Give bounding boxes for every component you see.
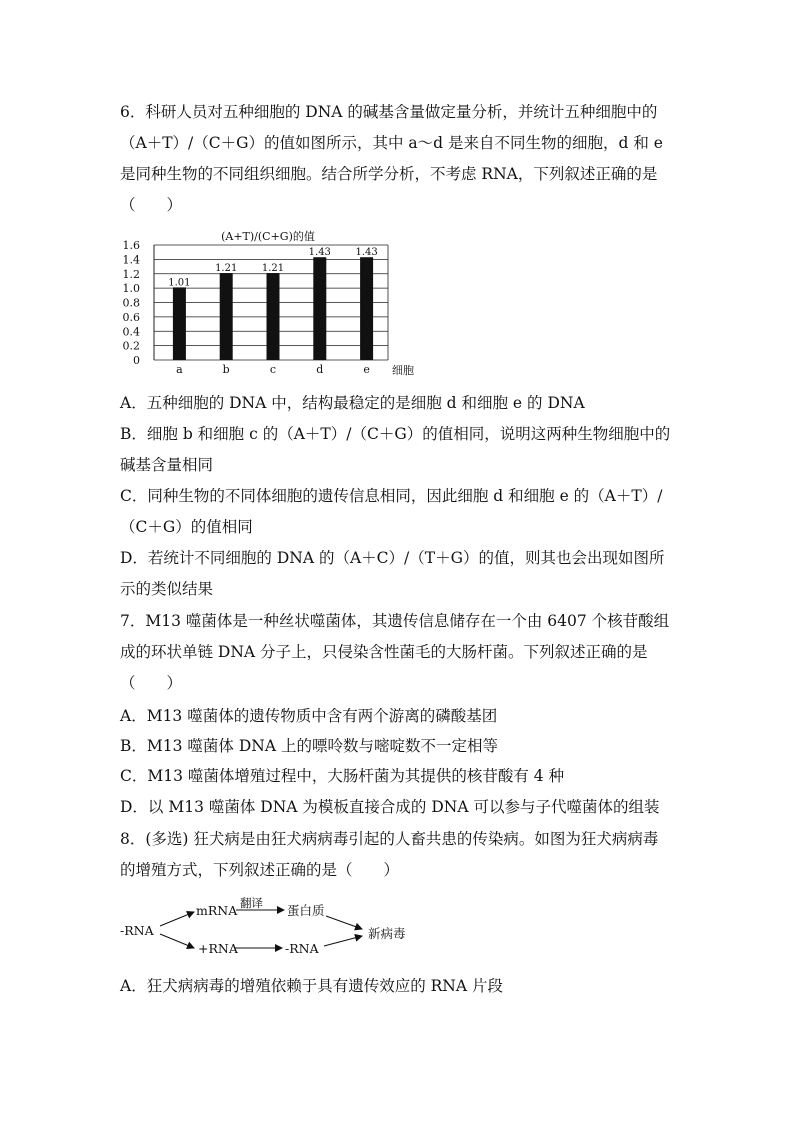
q6-option-d-line-2: 示的类似结果 xyxy=(120,580,214,598)
y-tick-label: 1.2 xyxy=(122,267,140,281)
data-label-d: 1.43 xyxy=(308,247,331,259)
chart-title: (A+T)/(C+G)的值 xyxy=(221,230,315,243)
y-tick-label: 0.2 xyxy=(122,339,140,353)
q6-option-d-line-1: D．若统计不同细胞的 DNA 的（A＋C）/（T＋G）的值，则其也会出现如图所 xyxy=(120,549,665,567)
q8-stem-line-2: 的增殖方式，下列叙述正确的是（ ） xyxy=(120,861,400,879)
x-tick-label-c: c xyxy=(269,363,277,376)
y-tick-label: 1.6 xyxy=(122,239,140,252)
arrow-protein-to-virus xyxy=(326,916,362,929)
diagram-plus-rna: +RNA xyxy=(198,941,238,956)
chart-x-ticks xyxy=(176,363,370,376)
bar-d xyxy=(313,257,326,360)
chart-x-axis-label: 细胞 xyxy=(392,364,414,377)
q8-stem-line-1: 8．(多选) 狂犬病是由狂犬病病毒引起的人畜共患的传染病。如图为狂犬病病毒 xyxy=(120,830,659,848)
q6-answer-bracket: （ ） xyxy=(120,196,183,214)
q6-option-c-line-2: （C＋G）的值相同 xyxy=(120,518,253,536)
bar-c xyxy=(267,273,280,360)
y-tick-label: 0.8 xyxy=(122,296,140,310)
q6-stem-line-2: （A＋T）/（C＋G）的值如图所示，其中 a～d 是来自不同生物的细胞，d 和 e xyxy=(120,134,663,152)
diagram-mrna: mRNA xyxy=(196,903,238,918)
y-tick-label: 0.6 xyxy=(122,310,140,324)
x-tick-label-e: e xyxy=(363,363,370,376)
x-tick-label-a: a xyxy=(176,363,183,376)
arrow-to-plus-rna xyxy=(160,934,194,948)
x-tick-label-d: d xyxy=(316,363,324,376)
q8-option-a: A．狂犬病病毒的增殖依赖于具有遗传效应的 RNA 片段 xyxy=(120,977,503,995)
q6-option-a: A．五种细胞的 DNA 中，结构最稳定的是细胞 d 和细胞 e 的 DNA xyxy=(120,394,585,412)
data-label-b: 1.21 xyxy=(215,263,238,275)
q7-option-c: C．M13 噬菌体增殖过程中，大肠杆菌为其提供的核苷酸有 4 种 xyxy=(120,767,565,785)
q7-option-b: B．M13 噬菌体 DNA 上的嘌呤数与嘧啶数不一定相等 xyxy=(120,737,498,755)
data-label-e: 1.43 xyxy=(355,247,378,259)
diagram-translate-label: 翻译 xyxy=(240,896,263,910)
data-label-a: 1.01 xyxy=(168,277,191,289)
diagram-minus-rna-start: -RNA xyxy=(120,923,154,938)
q7-stem-line-1: 7．M13 噬菌体是一种丝状噬菌体，其遗传信息储存在一个由 6407 个核苷酸组 xyxy=(120,612,670,630)
bar-e xyxy=(360,257,373,360)
virus-replication-diagram xyxy=(118,896,428,962)
q6-option-b-line-1: B．细胞 b 和细胞 c 的（A＋T）/（C＋G）的值相同，说明这两种生物细胞中的 xyxy=(120,425,671,443)
data-label-c: 1.21 xyxy=(261,263,285,275)
chart-y-ticks xyxy=(123,239,141,367)
q6-stem-line-3: 是同种生物的不同组织细胞。结合所学分析，不考虑 RNA，下列叙述正确的是 xyxy=(120,165,658,183)
y-tick-label: 0 xyxy=(133,354,140,367)
q7-option-a: A．M13 噬菌体的遗传物质中含有两个游离的磷酸基团 xyxy=(120,707,498,725)
y-tick-label: 1.0 xyxy=(122,282,140,296)
q6-stem-line-1: 6．科研人员对五种细胞的 DNA 的碱基含量做定量分析，并统计五种细胞中的 xyxy=(120,103,658,121)
bar-a xyxy=(173,287,186,360)
y-tick-label: 1.4 xyxy=(122,253,140,267)
diagram-protein: 蛋白质 xyxy=(287,903,325,918)
x-tick-label-b: b xyxy=(222,363,230,376)
y-tick-label: 0.4 xyxy=(122,325,140,339)
arrow-to-mrna xyxy=(160,912,194,926)
q7-stem-line-2: 成的环状单链 DNA 分子上，只侵染含性菌毛的大肠杆菌。下列叙述正确的是 xyxy=(120,643,648,661)
q7-answer-bracket: （ ） xyxy=(120,674,183,692)
q7-option-d: D．以 M13 噬菌体 DNA 为模板直接合成的 DNA 可以参与子代噬菌体的组装 xyxy=(120,798,660,816)
q6-option-c-line-1: C．同种生物的不同体细胞的遗传信息相同，因此细胞 d 和细胞 e 的（A＋T）/ xyxy=(120,487,663,505)
diagram-minus-rna: -RNA xyxy=(285,941,319,956)
bar-chart xyxy=(118,228,418,378)
arrow-rna-to-virus xyxy=(324,936,362,946)
chart-bars xyxy=(168,247,377,360)
bar-b xyxy=(220,273,233,360)
q6-option-b-line-2: 碱基含量相同 xyxy=(120,456,214,474)
diagram-new-virus: 新病毒 xyxy=(368,926,406,941)
